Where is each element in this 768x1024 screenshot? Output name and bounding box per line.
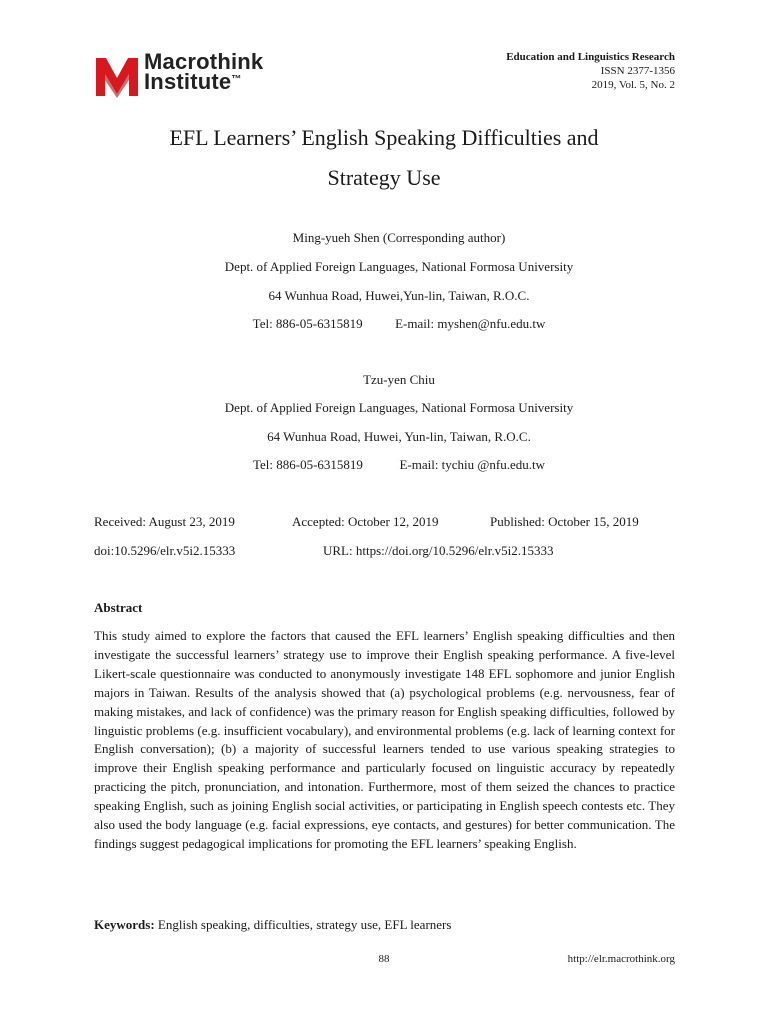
abstract-heading: Abstract bbox=[94, 600, 143, 615]
abstract-body: This study aimed to explore the factors that caused the EFL learners’ English speaking difficulties and then investigate the successful learners’ strategy use to improve their English speaking performance. A five-level Likert-scale questionnaire was conducted to anonymously investigate 148 EFL sophomore and junior English majors in Taiwan. Results of the analysis showed that (a) psychological problems (e.g. nervousness, fear of making mistakes, and lack of confidence) was the primary reason for English speaking difficulties, followed by linguistic problems (e.g. insufficient vocabulary), and environmental problems (e.g. lack of learning context for English conversation); (b) a majority of successful learners tended to use various speaking strategies to improve their English speaking performance and particularly focused on linguistic accuracy by repeatedly practicing the pitch, pronunciation, and intonation. Furthermore, most of them seized the chances to practice speaking English, such as joining English social activities, or participating in English speech contests etc. They also used the body language (e.g. facial expressions, eye contacts, and gestures) for better communication. The findings suggest pedagogical implications for promoting the EFL learners’ speaking English. bbox=[94, 628, 675, 851]
journal-info bbox=[506, 50, 675, 92]
logo-line-1: Macrothink bbox=[144, 49, 264, 74]
doi-url[interactable]: URL: https://doi.org/10.5296/elr.v5i2.15333 bbox=[323, 543, 554, 558]
author-2-contact bbox=[94, 457, 704, 473]
keywords-list: English speaking, difficulties, strategy use, EFL learners bbox=[157, 917, 452, 932]
author-2-email: E-mail: tychiu @nfu.edu.tw bbox=[399, 457, 545, 472]
accepted-date: Accepted: October 12, 2019 bbox=[292, 514, 439, 529]
title-line-2: Strategy Use bbox=[327, 165, 441, 190]
trademark-symbol: ™ bbox=[231, 74, 242, 85]
doi-text: doi:10.5296/elr.v5i2.15333 bbox=[94, 543, 236, 558]
title-line-1: EFL Learners’ English Speaking Difficulties and bbox=[169, 125, 599, 150]
paper-title bbox=[94, 118, 674, 198]
author-1-name: Ming-yueh Shen (Corresponding author) bbox=[292, 230, 506, 245]
journal-name: Education and Linguistics Research bbox=[506, 51, 675, 63]
macrothink-logo bbox=[94, 49, 294, 98]
author-2-address: 64 Wunhua Road, Huwei, Yun-lin, Taiwan, R.O.C. bbox=[267, 429, 531, 444]
keywords-label: Keywords: bbox=[94, 917, 155, 932]
author-1-dept: Dept. of Applied Foreign Languages, National Formosa University bbox=[224, 259, 574, 274]
author-1-contact bbox=[94, 316, 704, 332]
author-1-email: E-mail: myshen@nfu.edu.tw bbox=[395, 316, 546, 331]
author-2-dept: Dept. of Applied Foreign Languages, National Formosa University bbox=[224, 400, 574, 415]
received-date: Received: August 23, 2019 bbox=[94, 514, 235, 529]
journal-volume: 2019, Vol. 5, No. 2 bbox=[591, 79, 675, 91]
author-1-tel: Tel: 886-05-6315819 bbox=[252, 316, 363, 331]
page-number: 88 bbox=[378, 953, 390, 965]
journal-issn: ISSN 2377-1356 bbox=[600, 65, 675, 77]
logo-wordmark bbox=[144, 49, 264, 94]
journal-website-link[interactable]: http://elr.macrothink.org bbox=[567, 953, 675, 965]
logo-line-2: Institute bbox=[144, 69, 232, 94]
author-2-name: Tzu-yen Chiu bbox=[363, 372, 435, 387]
author-2-tel: Tel: 886-05-6315819 bbox=[253, 457, 363, 472]
doi-row bbox=[94, 543, 554, 559]
author-1-address: 64 Wunhua Road, Huwei,Yun-lin, Taiwan, R.O.C. bbox=[268, 288, 530, 303]
published-date: Published: October 15, 2019 bbox=[490, 514, 639, 529]
publication-dates bbox=[94, 514, 639, 530]
keywords-line bbox=[94, 917, 451, 933]
macrothink-logo-icon bbox=[94, 52, 140, 98]
